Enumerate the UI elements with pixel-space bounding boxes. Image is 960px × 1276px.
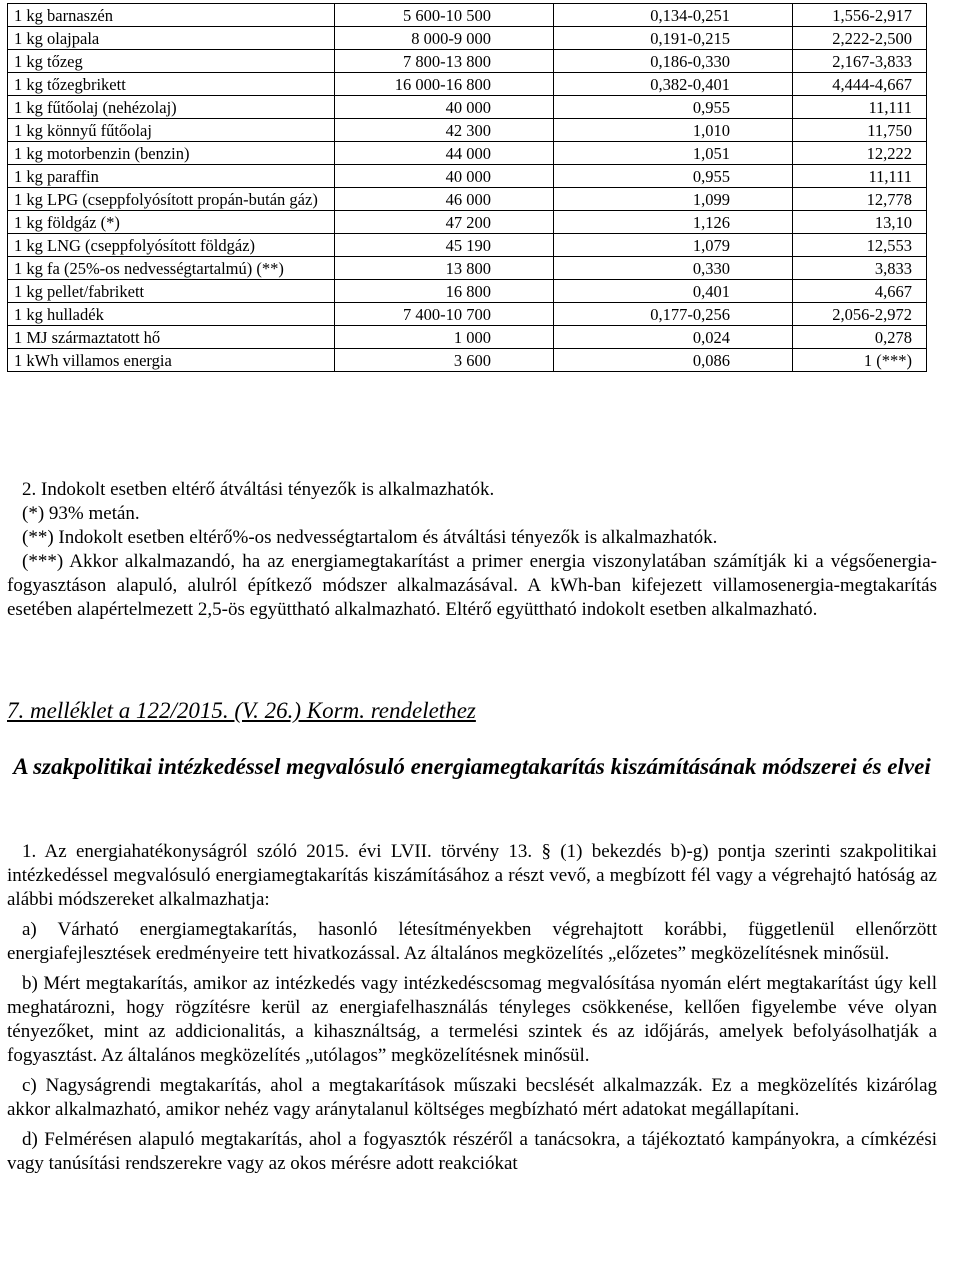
kwh-cell: 2,222-2,500 <box>793 27 927 50</box>
conversion-table-body <box>8 4 927 372</box>
fuel-cell: 1 kg földgáz (*) <box>8 211 335 234</box>
kgoe-cell: 1,079 <box>554 234 793 257</box>
kwh-cell: 0,278 <box>793 326 927 349</box>
table-row <box>8 142 927 165</box>
note-double-star: (**) Indokolt esetben eltérő%-os nedvességtartalom és átváltási tényezők is alkalmazhatók. <box>22 527 718 548</box>
table-row <box>8 349 927 372</box>
annex-body <box>7 840 937 1182</box>
annex-title: A szakpolitikai intézkedéssel megvalósuló energiamegtakarítás kiszámításának módszerei és elvei <box>13 754 931 779</box>
kgoe-cell: 0,191-0,215 <box>554 27 793 50</box>
fuel-cell: 1 kWh villamos energia <box>8 349 335 372</box>
paragraph-b: b) Mért megtakarítás, amikor az intézkedés vagy intézkedéscsomag megvalósítása nyomán elért megtakarítást úgy kell meghatározni, hogy rögzítésre kerül az energiafelhasználás tényleges csökkenése, kellően figyelembe véve olyan tényezőket, mint az addicionalitás, a kihasználtság, a termelési szintek és az időjárás, amelyek befolyásolhatják a fogyasztást. Az általános megközelítés „utólagos” megközelítésnek minősül. <box>7 973 937 1066</box>
fuel-cell: 1 kg paraffin <box>8 165 335 188</box>
kj-cell: 40 000 <box>335 165 554 188</box>
kgoe-cell: 0,330 <box>554 257 793 280</box>
kgoe-cell: 0,086 <box>554 349 793 372</box>
paragraph-d: d) Felmérésen alapuló megtakarítás, ahol a fogyasztók részéről a tanácsokra, a tájékoztató kampányokra, a címkézési vagy tanúsítási rendszerekre vagy az okos mérésre adott reakciókat <box>7 1129 937 1174</box>
kwh-cell: 13,10 <box>793 211 927 234</box>
table-row <box>8 4 927 27</box>
fuel-cell: 1 kg fűtőolaj (nehézolaj) <box>8 96 335 119</box>
kgoe-cell: 1,051 <box>554 142 793 165</box>
kwh-cell: 12,222 <box>793 142 927 165</box>
table-row <box>8 188 927 211</box>
kgoe-cell: 1,010 <box>554 119 793 142</box>
kj-cell: 3 600 <box>335 349 554 372</box>
kwh-cell: 4,667 <box>793 280 927 303</box>
fuel-cell: 1 kg barnaszén <box>8 4 335 27</box>
note-triple-star: (***) Akkor alkalmazandó, ha az energiamegtakarítást a primer energia viszonylatában számítják ki a végsőenergia- fogyasztáson alapuló, alulról építkező módszer alkalmazásával. A kWh-ban kifejezett villamosenergia-megtakarítás esetében alapértelmezett 2,5-ös együttható alkalmazható. Eltérő együttható indokolt esetben alkalmazható. <box>7 551 937 620</box>
kgoe-cell: 1,099 <box>554 188 793 211</box>
fuel-cell: 1 kg hulladék <box>8 303 335 326</box>
kwh-cell: 2,056-2,972 <box>793 303 927 326</box>
kj-cell: 5 600-10 500 <box>335 4 554 27</box>
kj-cell: 8 000-9 000 <box>335 27 554 50</box>
kj-cell: 16 000-16 800 <box>335 73 554 96</box>
fuel-cell: 1 kg tőzeg <box>8 50 335 73</box>
kj-cell: 44 000 <box>335 142 554 165</box>
annex-reference: 7. melléklet a 122/2015. (V. 26.) Korm. rendelethez <box>7 698 476 723</box>
note-2: 2. Indokolt esetben eltérő átváltási tényezők is alkalmazhatók. <box>22 479 495 500</box>
fuel-cell: 1 kg tőzegbrikett <box>8 73 335 96</box>
fuel-cell: 1 kg könnyű fűtőolaj <box>8 119 335 142</box>
kwh-cell: 11,111 <box>793 96 927 119</box>
kj-cell: 7 400-10 700 <box>335 303 554 326</box>
kwh-cell: 12,553 <box>793 234 927 257</box>
table-row <box>8 211 927 234</box>
kwh-cell: 4,444-4,667 <box>793 73 927 96</box>
kj-cell: 7 800-13 800 <box>335 50 554 73</box>
kgoe-cell: 0,134-0,251 <box>554 4 793 27</box>
kwh-cell: 11,111 <box>793 165 927 188</box>
fuel-cell: 1 kg olajpala <box>8 27 335 50</box>
table-row <box>8 96 927 119</box>
paragraph-1: 1. Az energiahatékonyságról szóló 2015. évi LVII. törvény 13. § (1) bekezdés b)-g) pontja szerinti szakpolitikai intézkedéssel megvalósuló energiamegtakarítás kiszámításához a részt vevő, a megbízott fél vagy a végrehajtó hatóság az alábbi módszereket alkalmazhatja: <box>7 841 937 910</box>
kj-cell: 46 000 <box>335 188 554 211</box>
kgoe-cell: 0,186-0,330 <box>554 50 793 73</box>
table-row <box>8 303 927 326</box>
paragraph-a: a) Várható energiamegtakarítás, hasonló létesítményekben végrehajtott korábbi, függetlenül ellenőrzött energiafejlesztések eredményeire tett hivatkozással. Az általános megközelítés „előzetes” megközelítésnek minősül. <box>7 919 937 964</box>
kj-cell: 45 190 <box>335 234 554 257</box>
kj-cell: 40 000 <box>335 96 554 119</box>
kj-cell: 47 200 <box>335 211 554 234</box>
table-notes <box>7 478 937 622</box>
kwh-cell: 12,778 <box>793 188 927 211</box>
table-row <box>8 257 927 280</box>
fuel-cell: 1 MJ származtatott hő <box>8 326 335 349</box>
table-row <box>8 280 927 303</box>
kwh-cell: 3,833 <box>793 257 927 280</box>
kj-cell: 16 800 <box>335 280 554 303</box>
kwh-cell: 11,750 <box>793 119 927 142</box>
table-row <box>8 234 927 257</box>
table-row <box>8 73 927 96</box>
fuel-cell: 1 kg LNG (cseppfolyósított földgáz) <box>8 234 335 257</box>
kwh-cell: 1 (***) <box>793 349 927 372</box>
note-single-star: (*) 93% metán. <box>22 503 140 524</box>
kj-cell: 42 300 <box>335 119 554 142</box>
kgoe-cell: 0,177-0,256 <box>554 303 793 326</box>
fuel-cell: 1 kg motorbenzin (benzin) <box>8 142 335 165</box>
table-row <box>8 165 927 188</box>
kgoe-cell: 1,126 <box>554 211 793 234</box>
kj-cell: 1 000 <box>335 326 554 349</box>
table-row <box>8 326 927 349</box>
paragraph-c: c) Nagyságrendi megtakarítás, ahol a megtakarítások műszaki becslését alkalmazzák. Ez a megközelítés kizárólag akkor alkalmazható, amikor nehéz vagy aránytalanul költséges megbízható mért adatokat megállapítani. <box>7 1075 937 1120</box>
kwh-cell: 2,167-3,833 <box>793 50 927 73</box>
fuel-cell: 1 kg LPG (cseppfolyósított propán-bután gáz) <box>8 188 335 211</box>
kgoe-cell: 0,955 <box>554 96 793 119</box>
fuel-cell: 1 kg pellet/fabrikett <box>8 280 335 303</box>
conversion-factor-table <box>7 3 927 372</box>
kj-cell: 13 800 <box>335 257 554 280</box>
kgoe-cell: 0,024 <box>554 326 793 349</box>
kwh-cell: 1,556-2,917 <box>793 4 927 27</box>
table-row <box>8 50 927 73</box>
kgoe-cell: 0,955 <box>554 165 793 188</box>
fuel-cell: 1 kg fa (25%-os nedvességtartalmú) (**) <box>8 257 335 280</box>
kgoe-cell: 0,401 <box>554 280 793 303</box>
table-row <box>8 119 927 142</box>
table-row <box>8 27 927 50</box>
kgoe-cell: 0,382-0,401 <box>554 73 793 96</box>
